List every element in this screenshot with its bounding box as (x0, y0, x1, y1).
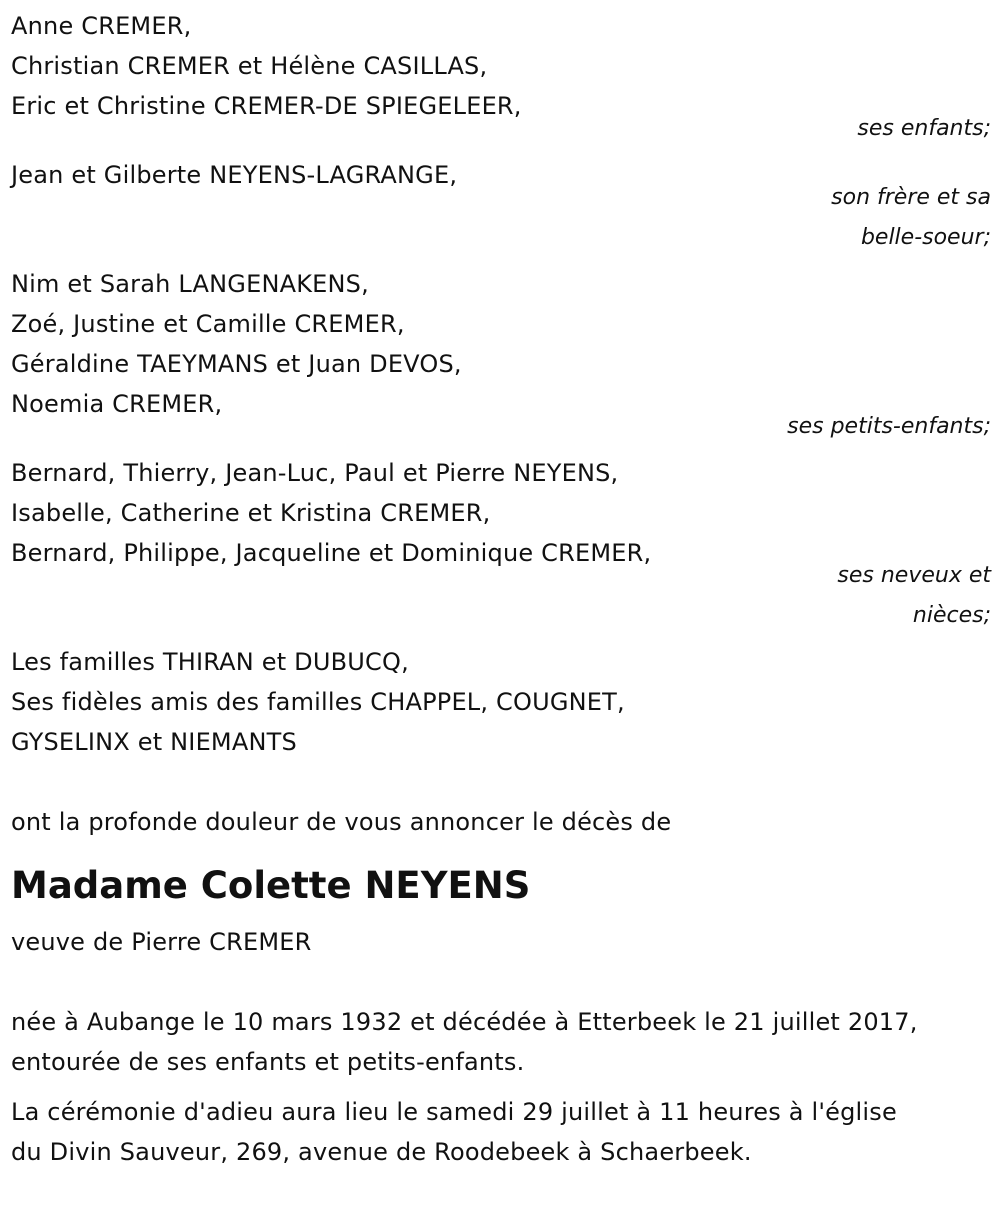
family-line: Géraldine TAEYMANS et Juan DEVOS, (11, 350, 462, 378)
family-group-grandchildren (11, 264, 991, 447)
ceremony-line: La cérémonie d'adieu aura lieu le samedi 29 juillet à 11 heures à l'église (11, 1098, 897, 1126)
family-line: Bernard, Philippe, Jacqueline et Dominique CREMER, (11, 539, 652, 567)
obituary-notice (11, 6, 991, 1172)
family-line: Les familles THIRAN et DUBUCQ, (11, 648, 409, 676)
family-group-sibling (11, 155, 991, 258)
family-line: Nim et Sarah LANGENAKENS, (11, 270, 369, 298)
relation-label: ses neveux et (837, 563, 991, 588)
birth-death-line: entourée de ses enfants et petits-enfants. (11, 1048, 525, 1076)
family-line: Zoé, Justine et Camille CREMER, (11, 310, 405, 338)
family-line: Noemia CREMER, (11, 390, 223, 418)
relation-label: belle-soeur; (860, 225, 991, 250)
relation-label: son frère et sa (831, 185, 991, 210)
family-line: Jean et Gilberte NEYENS-LAGRANGE, (11, 161, 458, 189)
family-group-nephews-nieces (11, 453, 991, 636)
family-group-children (11, 6, 991, 149)
family-line: Ses fidèles amis des familles CHAPPEL, COUGNET, (11, 688, 625, 716)
family-line: Isabelle, Catherine et Kristina CREMER, (11, 499, 491, 527)
family-line: GYSELINX et NIEMANTS (11, 728, 297, 756)
deceased-name: Madame Colette NEYENS (11, 864, 531, 907)
family-line: Eric et Christine CREMER-DE SPIEGELEER, (11, 92, 522, 120)
widow-of: veuve de Pierre CREMER (11, 928, 312, 956)
announcement-text: ont la profonde douleur de vous annoncer le décès de (11, 808, 672, 836)
families-friends (11, 642, 991, 762)
birth-death-line: née à Aubange le 10 mars 1932 et décédée à Etterbeek le 21 juillet 2017, (11, 1008, 918, 1036)
relation-label: ses petits-enfants; (787, 414, 991, 439)
family-line: Anne CREMER, (11, 12, 192, 40)
relation-label: nièces; (912, 603, 991, 628)
family-line: Christian CREMER et Hélène CASILLAS, (11, 52, 488, 80)
family-line: Bernard, Thierry, Jean-Luc, Paul et Pierre NEYENS, (11, 459, 619, 487)
ceremony-line: du Divin Sauveur, 269, avenue de Roodebeek à Schaerbeek. (11, 1138, 752, 1166)
relation-label: ses enfants; (857, 116, 991, 141)
